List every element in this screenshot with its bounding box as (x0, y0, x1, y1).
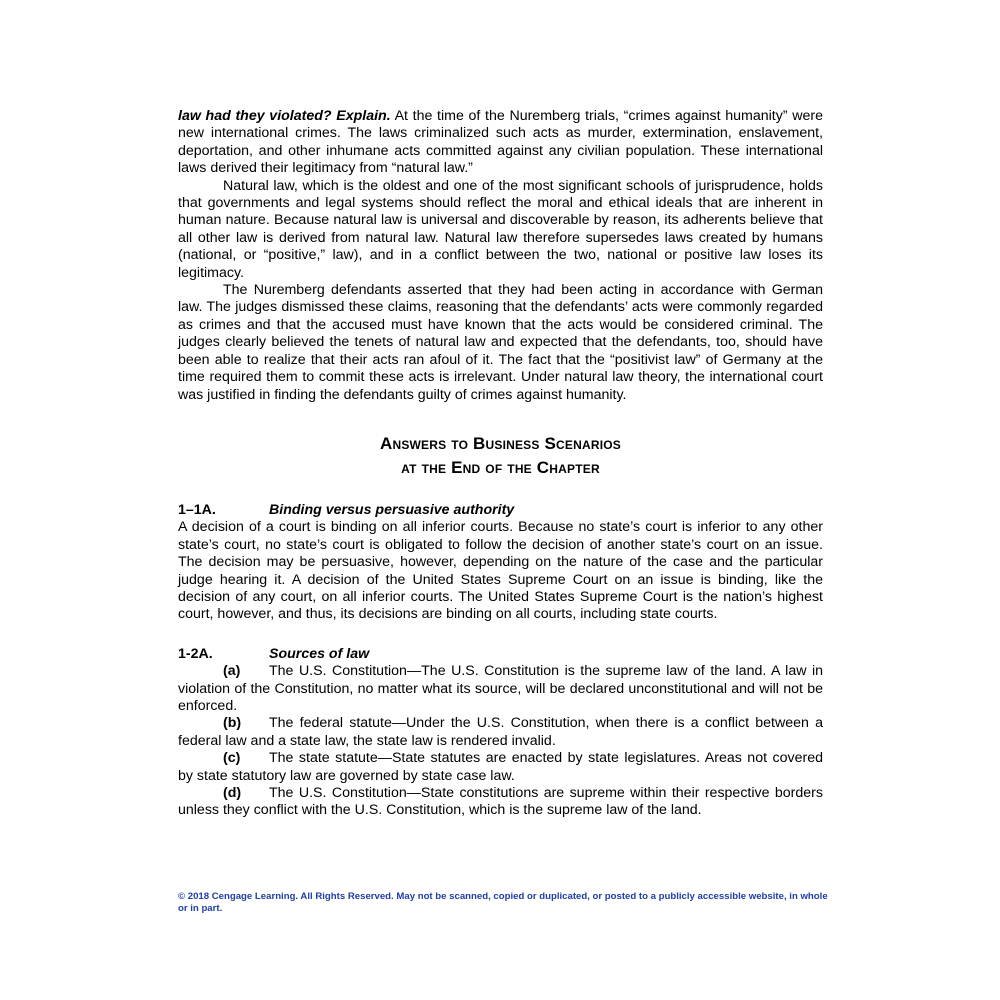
section-1-number: 1–1A. (178, 501, 216, 518)
section-2-name: Sources of law (269, 645, 370, 662)
heading-line-1: Answers to Business Scenarios (379, 433, 621, 453)
natural-law-paragraph: Natural law, which is the oldest and one of the most significant schools of jurisprudence, holds that governments and legal systems should reflect the moral and ethical ideals that are inherent in human nature. Because natural law is universal and discoverable by reason, its adherents believe that all other law is derived from natural law. Natural law therefore supersedes laws created by humans (national, or “positive,” law), and in a conflict between the two, national or positive law loses its legitimacy. (178, 177, 823, 281)
section-1-title (178, 502, 823, 519)
item-text: The U.S. Constitution—The U.S. Constitution is the supreme law of the land. A law in violation of the Constitution, no matter what its source, will be declared unconstitutional and will not be enforced. (178, 663, 823, 714)
question-lead: law had they violated? Explain. (178, 108, 391, 124)
source-item-a (178, 663, 823, 715)
copyright-footer: © 2018 Cengage Learning. All Rights Reserved. May not be scanned, copied or duplicated, or posted to a publicly accessible website, in whole or in part. (178, 891, 828, 914)
source-item-b (178, 715, 823, 750)
section-heading (178, 432, 823, 480)
item-text: The state statute—State statutes are enacted by state legislatures. Areas not covered by state statutory law are governed by state case law. (178, 750, 823, 784)
heading-line-2: at the End of the Chapter (401, 457, 600, 477)
nuremberg-paragraph: The Nuremberg defendants asserted that they had been acting in accordance with German law. The judges dismissed these claims, reasoning that the defendants’ acts were commonly regarded as crimes and that the accused must have known that the acts would be considered criminal. The judges clearly believed the tenets of natural law and expected that the defendants, too, should have been able to realize that their acts ran afoul of it. The fact that the “positivist law” of Germany at the time required them to commit these acts is irrelevant. Under natural law theory, the international court was justified in finding the defendants guilty of crimes against humanity. (178, 282, 823, 403)
item-label: (d) (223, 785, 242, 801)
section-1-body: A decision of a court is binding on all inferior courts. Because no state’s court is inferior to any other state’s court, no state’s court is obligated to follow the decision of another state’s court on an issue. The decision may be persuasive, however, depending on the nature of the case and the particular judge hearing it. A decision of the United States Supreme Court on an issue is binding, like the decision of any court, on all inferior courts. The United States Supreme Court is the nation’s highest court, however, and thus, its decisions are binding on all courts, including state courts. (178, 519, 823, 623)
section-1-name: Binding versus persuasive authority (269, 501, 515, 518)
source-item-c (178, 750, 823, 785)
section-2-title (178, 646, 823, 663)
item-label: (b) (223, 715, 242, 732)
item-text: The federal statute—Under the U.S. Constitution, when there is a conflict between a federal law and a state law, the state law is rendered invalid. (178, 715, 823, 749)
intro-paragraph (178, 108, 823, 178)
item-text: The U.S. Constitution—State constitutions are supreme within their respective borders unless they conflict with the U.S. Constitution, which is the supreme law of the land. (178, 785, 823, 819)
item-label: (c) (223, 750, 241, 767)
intro-text: At the time of the Nuremberg trials, “crimes against humanity” were new international crimes. The laws criminalized such acts as murder, extermination, enslavement, deportation, and other inhumane acts committed against any civilian population. These international laws derived their legitimacy from “natural law.” (178, 108, 823, 177)
source-item-d (178, 785, 823, 820)
document-page (178, 108, 823, 820)
item-label: (a) (223, 663, 241, 680)
section-2-number: 1-2A. (178, 645, 213, 662)
